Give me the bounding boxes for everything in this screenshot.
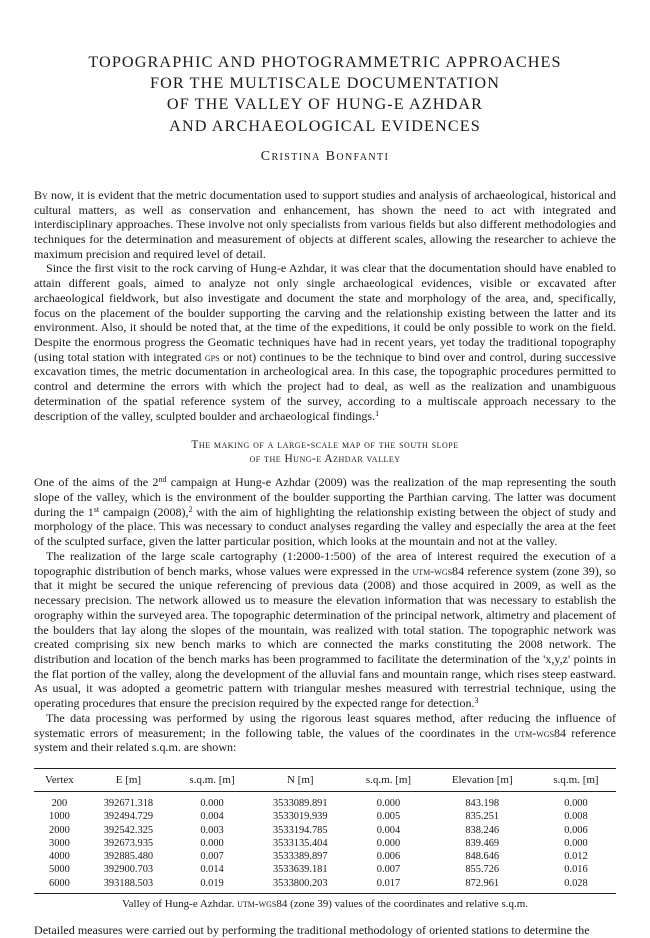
- table-cell: 843.198: [465, 797, 500, 809]
- table-row: [34, 837, 616, 850]
- table-cell: 0.005: [376, 811, 401, 823]
- column-header: N [m]: [286, 773, 314, 786]
- title-line: OF THE VALLEY OF HUNG-E AZHDAR: [166, 95, 484, 114]
- table-cell: 838.246: [465, 824, 500, 836]
- table-cell: 835.251: [465, 811, 500, 823]
- section-heading: The making of a large-scale map of the south slope of the Hung-e Azhdar valley: [191, 439, 459, 466]
- footnote-ref[interactable]: 2: [188, 504, 193, 514]
- table-cell: 3533135.404: [272, 837, 328, 849]
- table-cell: 0.006: [376, 851, 401, 863]
- column-header: E [m]: [115, 773, 142, 786]
- table-cell: 0.008: [564, 811, 588, 823]
- table-cell: 5000: [49, 864, 70, 876]
- table-cell: 0.006: [564, 824, 588, 836]
- body-paragraph: Detailed measures were carried out by performing the traditional methodology of oriented stations to determine the: [34, 923, 590, 938]
- table-cell: 200: [51, 797, 68, 809]
- table-cell: 848.646: [465, 851, 500, 863]
- table-cell: 0.003: [200, 824, 224, 836]
- column-header: s.q.m. [m]: [365, 773, 412, 786]
- table-row: [34, 810, 616, 823]
- table-caption: Valley of Hung-e Azhdar. utm-wgs84 (zone 39) values of the coordinates and relative s.q.m.: [121, 898, 529, 911]
- footnote-ref[interactable]: 1: [375, 408, 380, 418]
- column-header: Elevation [m]: [451, 773, 513, 786]
- table-cell: 0.017: [376, 877, 401, 889]
- table-cell: 392671.318: [103, 797, 154, 809]
- coordinates-table: [34, 768, 616, 894]
- column-header: s.q.m. [m]: [553, 773, 599, 786]
- table-cell: 392900.703: [103, 864, 154, 876]
- table-cell: 0.000: [376, 797, 401, 809]
- table-row: [34, 863, 616, 876]
- table-cell: 1000: [49, 811, 70, 823]
- table-header-row: [34, 768, 616, 791]
- table-cell: 2000: [49, 824, 70, 836]
- table-cell: 6000: [49, 877, 70, 889]
- table-cell: 0.028: [564, 877, 588, 889]
- body-paragraph: The realization of the large scale cartography (1:2000-1:500) of the area of interest required the execution of a topographic distribution of bench marks, whose values were expressed in the utm-wgs84 reference system (zone 39), so that it might be secured the unique referencing of previous data (2008) and those acquired in 2009, as well as the necessary precision. The network allowed us to measure the elevation information that was necessary to establish the orography within the surveyed area. The topographic determination of the principal network, altimetry and placement of the boulders that lay along the slopes of the mountain, was realized with total station. The topographic network was created comprising six new bench marks to which are connected the marks constituting the 2008 network. The distribution and location of the bench marks has been programmed to facilitate the determination of the 'x,y,z' points in the flat portion of the valley, along the development of the alluvial fans and mountain range, which rises steep eastward. As usual, it was adopted a geometric pattern with triangular meshes measured with terrestrial technique, using the operating procedures that ensure the precision required by the expected range for detection.$^3$: [34, 548, 616, 711]
- table-cell: 0.014: [200, 864, 224, 876]
- title-line: AND ARCHAEOLOGICAL EVIDENCES: [169, 116, 481, 135]
- author-name: Cristina Bonfanti: [260, 148, 390, 164]
- article-title: [34, 52, 616, 137]
- column-header: s.q.m. [m]: [189, 773, 235, 786]
- table-cell: 0.019: [200, 877, 224, 889]
- body-paragraph: One of the aims of the 2nd campaign at Hung-e Azhdar (2009) was the realization of the map representing the south slope of the valley, which is the environment of the boulder supporting the Parthian carving. The latter was document during the 1st campaign (2008),$^2$ with the aim of highlighting the relationship existing between the object of study and morphology of the place. This was necessary to conduct analyses regarding the valley and especially the area at the feet of the sculpted surface, given the latter particular position, which looks at the mountain and not at the valley.: [34, 475, 617, 549]
- footnote-ref[interactable]: 3: [474, 696, 479, 706]
- table-cell: 0.000: [564, 837, 588, 849]
- table-cell: 3533639.181: [272, 864, 328, 876]
- table-cell: 0.016: [564, 864, 588, 876]
- table-cell: 3533389.897: [272, 851, 328, 863]
- table-cell: 4000: [49, 851, 70, 863]
- dropcap-lead: By: [34, 187, 48, 202]
- table-cell: 3533019.939: [272, 811, 328, 823]
- intro-paragraph: By now, it is evident that the metric documentation used to support studies and analysis of archaeological, historical and cultural matters, as well as conservation and enhancement, has shown the need to act with integrated and interdisciplinary approaches. These involve not only specialists from various fields but also different methodologies and techniques for the determination and measurement of objects at different scales, allowing the researcher to achieve the maximum precision and required level of detail.: [34, 187, 616, 261]
- table-cell: 0.000: [376, 837, 401, 849]
- title-line: FOR THE MULTISCALE DOCUMENTATION: [149, 74, 500, 93]
- intro-paragraph: Since the first visit to the rock carving of Hung-e Azhdar, it was clear that the documentation should have enabled to attain different goals, aimed to analyze not only single archaeological evidences, visible or excavated after archaeological fieldwork, but also investigate and document the state and morphology of the area, and, specifically, focus on the placement of the boulder supporting the carving and the relationship existing between the latter and its environment. Also, it should be noted that, at the time of the expeditions, it could be only possible to work on the field. Despite the enormous progress the Geomatic techniques have had in recent years, yet today the traditional topography (using total station with integrated gps or not) continues to be the technique to bind over and control, during successive excavation times, the metric documentation in archeological area. In this case, the topographic procedures permitted to control and determine the errors with which the project had to deal, as well as the realization and unambiguous determination of the spatial reference system of the survey, according to a multiscale approach necessary to the description of the valley, sculpted boulder and archaeological findings.$^1$: [34, 261, 616, 423]
- table-cell: 0.012: [564, 851, 588, 863]
- table-cell: 0.004: [376, 824, 401, 836]
- table-cell: 3533800.203: [272, 877, 328, 889]
- table-cell: 392494.729: [103, 811, 154, 823]
- table-cell: 0.004: [200, 811, 224, 823]
- table-cell: 392885.480: [103, 851, 154, 863]
- table-cell: 3000: [49, 837, 70, 849]
- table-cell: 0.000: [200, 797, 224, 809]
- column-header: Vertex: [45, 773, 74, 786]
- table-row: [34, 791, 616, 810]
- table-cell: 0.000: [564, 797, 588, 809]
- table-cell: 0.007: [376, 864, 401, 876]
- table-cell: 393188.503: [103, 877, 154, 889]
- table-cell: 0.007: [200, 851, 224, 863]
- body-paragraph: The data processing was performed by using the rigorous least squares method, after reducing the influence of systematic errors of measurement; in the following table, the values of the coordinates in the utm-wgs84 reference system and their related s.q.m. are shown:: [34, 710, 616, 755]
- table-cell: 839.469: [465, 837, 500, 849]
- table-cell: 872.961: [465, 877, 500, 889]
- article-page: [34, 0, 616, 938]
- table-cell: 0.000: [200, 837, 224, 849]
- table-row: [34, 824, 616, 837]
- table-row: [34, 877, 616, 894]
- table-cell: 392542.325: [103, 824, 154, 836]
- table-cell: 392673.935: [103, 837, 154, 849]
- title-line: TOPOGRAPHIC AND PHOTOGRAMMETRIC APPROACHES: [88, 53, 562, 71]
- table-cell: 3533089.891: [272, 797, 328, 809]
- table-cell: 3533194.785: [272, 824, 328, 836]
- table-row: [34, 850, 616, 863]
- table-cell: 855.726: [465, 864, 500, 876]
